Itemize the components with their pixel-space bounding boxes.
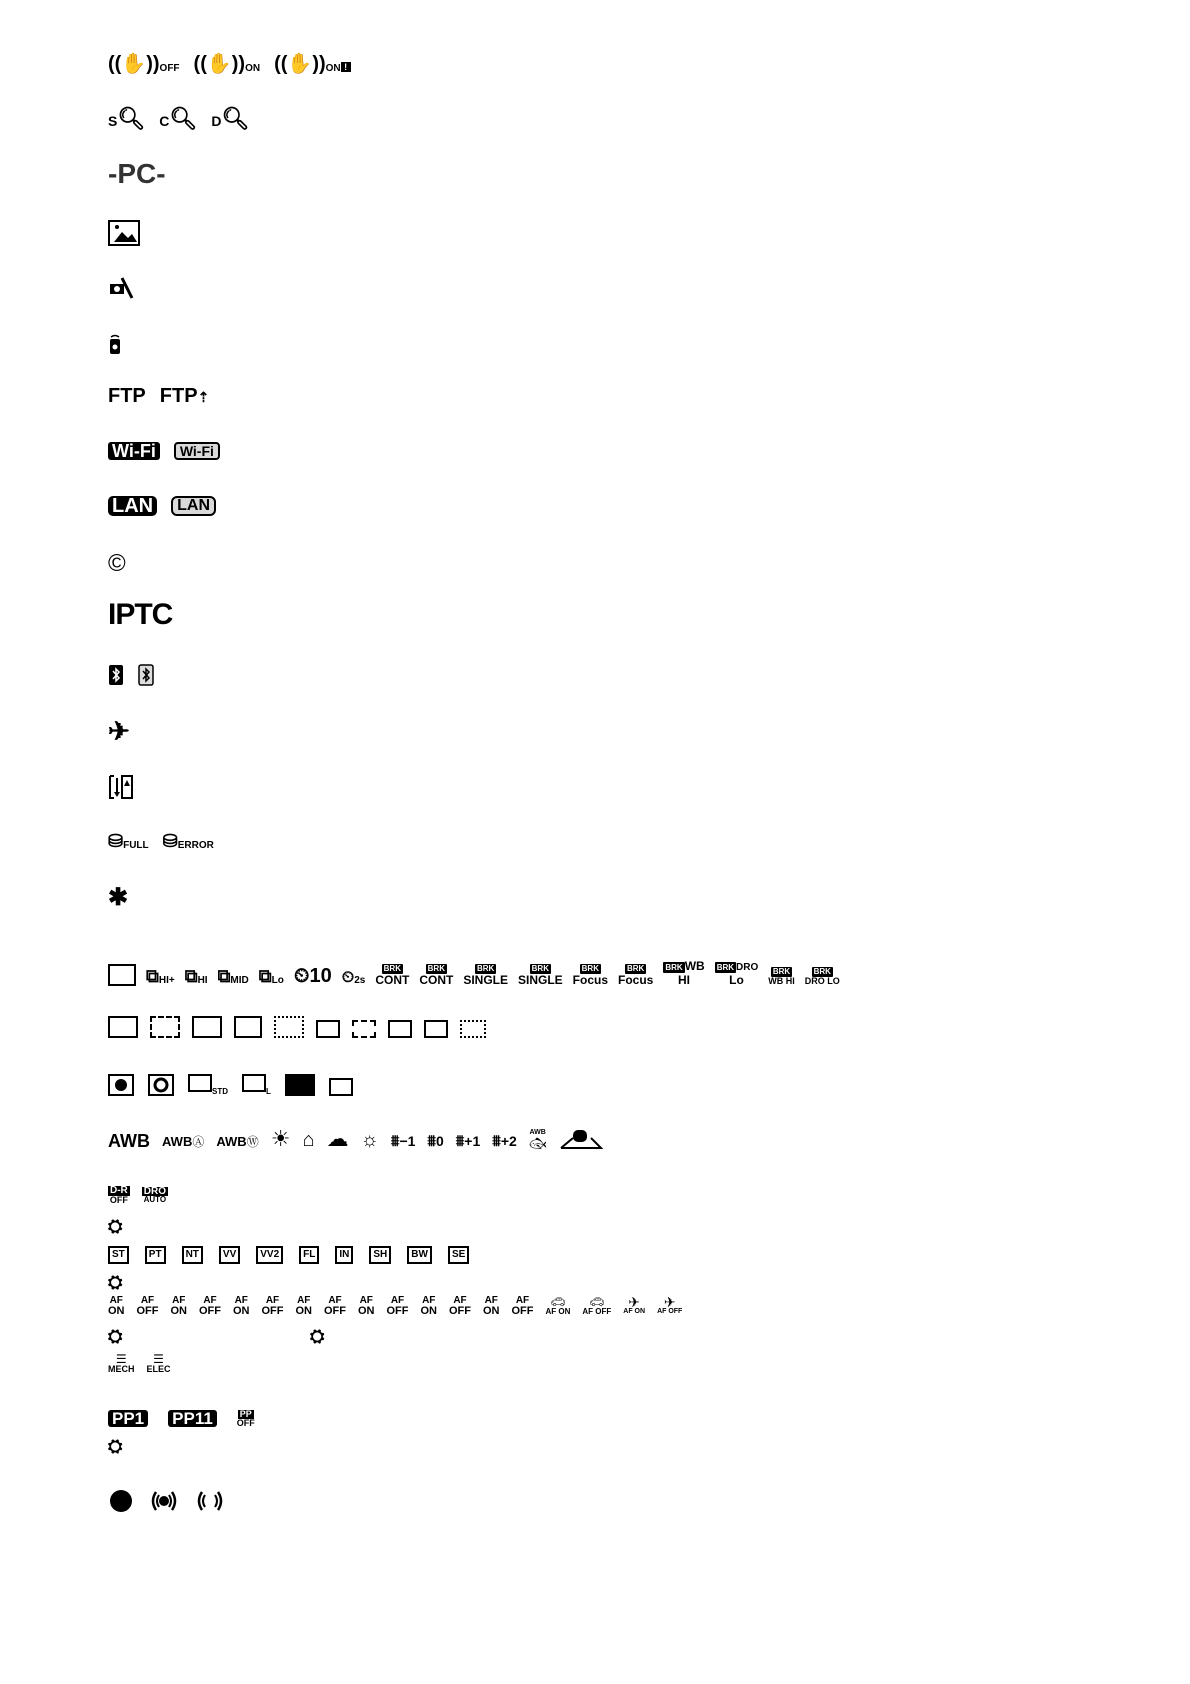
- continuous-hiplus-icon: ⧉HI+: [146, 966, 175, 986]
- wifi-connected-icon: Wi-Fi: [108, 442, 160, 460]
- highlight-metering-icon: [329, 1078, 353, 1096]
- fluorescent-plus2-icon: ⩩+2: [492, 1133, 517, 1150]
- dro-row: [108, 1186, 168, 1204]
- airplane-mode-icon: ✈: [108, 716, 130, 746]
- car-af-off-icon: 🚗︎ AF OFF: [582, 1294, 612, 1317]
- creative-style-vv2-icon: VV2: [256, 1246, 283, 1264]
- storage-error-icon: ⛁ERROR: [162, 831, 214, 851]
- picture-icon: [108, 220, 140, 246]
- stabilizer-row: [108, 54, 351, 74]
- spot-l-metering-icon: L: [242, 1074, 271, 1096]
- incandescent-icon: ☼: [360, 1129, 379, 1151]
- temperature-warning-icon: ✱: [108, 884, 129, 911]
- creative-style-st-icon: ST: [108, 1246, 129, 1264]
- continuous-hi-icon: ⧉HI: [184, 966, 208, 986]
- steadyshot-on-icon: ((✋))ON: [193, 53, 261, 75]
- mechanical-shutter-icon: ☰ MECH: [108, 1352, 135, 1375]
- picture-profile-row: [108, 1410, 255, 1427]
- brk-cont-icon: BRK CONT: [375, 964, 410, 987]
- lan-disconnected-icon: LAN: [171, 496, 216, 516]
- lan-row: [108, 496, 216, 516]
- shutter-type-row: [108, 1354, 171, 1374]
- animal-bird-af-on-icon: AF ON: [170, 1295, 187, 1317]
- human-af-on-icon: AF ON: [108, 1295, 125, 1317]
- focus-area-row: [108, 1016, 486, 1038]
- timer-brk-wb-hi-icon: BRK WB HI: [768, 967, 795, 986]
- temperature-row: [108, 886, 128, 910]
- stabilizer-warn-label: ON: [325, 63, 341, 74]
- self-timer-continuous-icon: ⏲2s: [341, 969, 366, 986]
- cloudy-icon: ☁: [326, 1126, 349, 1151]
- awb-ambience-icon: AWBⒶ: [162, 1134, 205, 1149]
- record-icon: [108, 1488, 134, 1514]
- self-timer-10-icon: ⏲10: [293, 965, 332, 987]
- underwater-awb-icon: AWB 🐟︎: [528, 1129, 547, 1151]
- stabilizer-off-label: OFF: [159, 63, 180, 74]
- bluetooth-connected-icon: [108, 664, 124, 686]
- image-row: [108, 220, 140, 246]
- ftp-transfer-icon: FTP⇡: [159, 385, 210, 407]
- recording-row: [108, 1488, 226, 1514]
- timer-brk-cont-icon: BRK CONT: [419, 964, 454, 987]
- bird-af-off-icon: AF OFF: [324, 1295, 346, 1317]
- white-balance-row: [108, 1128, 603, 1150]
- cat-af-on-icon: AF ON: [358, 1295, 375, 1317]
- tracking-zone-icon: [352, 1020, 376, 1038]
- tracking-expand-spot-icon: [460, 1020, 486, 1038]
- fluorescent-minus1-icon: ⩩−1: [390, 1133, 416, 1150]
- steadyshot-off-icon: ((✋))OFF: [108, 53, 180, 75]
- multi-metering-icon: [108, 1074, 134, 1096]
- shade-icon: ⌂: [302, 1129, 315, 1151]
- ftp-row: [108, 386, 209, 406]
- spot-std-metering-icon: STD: [188, 1074, 228, 1096]
- bluetooth-row: [108, 664, 154, 686]
- car-af-on-icon: 🚗︎ AF ON: [545, 1294, 571, 1317]
- awb-white-icon: AWBⓌ: [216, 1134, 259, 1149]
- subject-af-row: [108, 1296, 682, 1316]
- animal-af-on-icon: AF ON: [233, 1295, 250, 1317]
- airplane-row: [108, 718, 130, 744]
- expand-spot-focus-icon: [274, 1016, 304, 1038]
- awb-icon: AWB: [108, 1131, 150, 1151]
- wifi-row: [108, 442, 220, 460]
- creative-style-vv-icon: VV: [219, 1246, 240, 1264]
- daylight-icon: ☀: [270, 1126, 291, 1151]
- remote-control-icon: [108, 334, 122, 356]
- plane-af-off-icon: ✈ AF OFF: [657, 1294, 683, 1316]
- brk-wb-hi-icon: BRK WB HI: [665, 959, 705, 987]
- center-metering-icon: [148, 1074, 174, 1096]
- drive-mode-row: [108, 958, 840, 986]
- insect-af-on-icon: AF ON: [483, 1295, 500, 1317]
- pc-remote-icon: -PC-: [108, 158, 166, 189]
- camera-settings-icon-5: ⛭: [108, 1436, 123, 1456]
- human-af-off-icon: AF OFF: [136, 1295, 159, 1317]
- tracking-wide-icon: [316, 1020, 340, 1038]
- timer-brk-dro-lo-icon: BRK DRO LO: [804, 967, 840, 986]
- metering-row: [108, 1074, 353, 1096]
- vertical-orientation-icon: [108, 774, 134, 800]
- center-fix-focus-icon: [192, 1016, 222, 1038]
- creative-style-in-icon: IN: [335, 1246, 353, 1264]
- steadyshot-warning-icon: ((✋))ON !: [274, 54, 351, 74]
- bird2-af-off-icon: AF OFF: [449, 1295, 471, 1317]
- audio-level-active-icon: [148, 1488, 180, 1514]
- copyright-row: [108, 552, 126, 576]
- continuous-mid-icon: ⧉MID: [217, 966, 249, 986]
- camera-settings-icon-3: ⛭: [108, 1326, 123, 1346]
- camera-sound-off-icon: [108, 274, 136, 300]
- brk-focus-icon: BRK Focus: [572, 964, 608, 987]
- insect-af-off-icon: AF OFF: [511, 1295, 534, 1317]
- copyright-icon: ©: [108, 550, 126, 577]
- pc-row: [108, 160, 166, 188]
- picture-profile-off-icon: PP OFF: [236, 1409, 255, 1428]
- zone-focus-area-icon: [150, 1016, 180, 1038]
- bluetooth-disconnected-icon: [138, 664, 154, 686]
- smart-zoom-icon: S🔍︎: [108, 106, 146, 131]
- electronic-shutter-icon: ☰ ELEC: [146, 1352, 171, 1375]
- timer-brk-focus-icon: BRK Focus: [618, 964, 654, 987]
- tracking-center-icon: [388, 1020, 412, 1038]
- camera-settings-icon: ⛭: [108, 1216, 123, 1236]
- creative-style-bw-icon: BW: [407, 1246, 432, 1264]
- single-shooting-icon: [108, 964, 136, 986]
- tracking-spot-icon: [424, 1020, 448, 1038]
- zoom-row: [108, 108, 249, 130]
- custom-wb-icon: [559, 1128, 603, 1150]
- picture-profile-1-icon: PP1: [108, 1410, 148, 1427]
- dro-auto-icon: DRO AUTO: [143, 1185, 167, 1205]
- iptc-row: [108, 600, 172, 630]
- brk-dro-lo-icon: BRK DRO Lo: [716, 962, 759, 987]
- creative-style-pt-icon: PT: [145, 1246, 166, 1264]
- orientation-row: [108, 774, 134, 800]
- storage-full-icon: ⛁FULL: [108, 831, 149, 851]
- clear-zoom-icon: C🔍︎: [159, 106, 198, 131]
- creative-style-row: [108, 1246, 469, 1264]
- cat-af-off-icon: AF OFF: [386, 1295, 409, 1317]
- creative-style-fl-icon: FL: [299, 1246, 319, 1264]
- spot-m-focus-icon: [234, 1016, 262, 1038]
- brk-single-icon: BRK SINGLE: [463, 964, 508, 987]
- camera-settings-icon-2: ⛭: [108, 1272, 123, 1292]
- plane-af-on-icon: ✈ AF ON: [623, 1294, 646, 1316]
- dro-off-icon: D-R OFF: [109, 1185, 128, 1205]
- picture-profile-11-icon: PP11: [168, 1410, 217, 1427]
- continuous-lo-icon: ⧉Lo: [258, 966, 284, 986]
- remote-row: [108, 334, 122, 356]
- fluorescent-0-icon: ⩩0: [427, 1133, 444, 1150]
- creative-style-nt-icon: NT: [182, 1246, 203, 1264]
- camera-settings-icon-4: ⛭: [310, 1326, 325, 1346]
- entire-screen-avg-icon: [285, 1074, 315, 1096]
- animal-af-off-icon: AF OFF: [261, 1295, 284, 1317]
- audio-level-off-icon: [194, 1488, 226, 1514]
- stabilizer-on-label: ON: [245, 63, 261, 74]
- fluorescent-plus1-icon: ⩩+1: [455, 1133, 481, 1150]
- iptc-icon: IPTC: [108, 598, 173, 631]
- timer-brk-single-icon: BRK SINGLE: [517, 964, 563, 987]
- camera-off-row: [108, 274, 136, 300]
- wifi-disconnected-icon: Wi-Fi: [174, 442, 220, 460]
- lan-connected-icon: LAN: [108, 496, 157, 516]
- digital-zoom-icon: D🔍︎: [211, 106, 250, 131]
- bird2-af-on-icon: AF ON: [420, 1295, 437, 1317]
- ftp-icon: FTP: [108, 385, 146, 407]
- animal-bird-af-off-icon: AF OFF: [199, 1295, 221, 1317]
- storage-row: [108, 832, 214, 851]
- bird-af-on-icon: AF ON: [295, 1295, 312, 1317]
- wide-focus-area-icon: [108, 1016, 138, 1038]
- creative-style-sh-icon: SH: [369, 1246, 391, 1264]
- creative-style-se-icon: SE: [448, 1246, 469, 1264]
